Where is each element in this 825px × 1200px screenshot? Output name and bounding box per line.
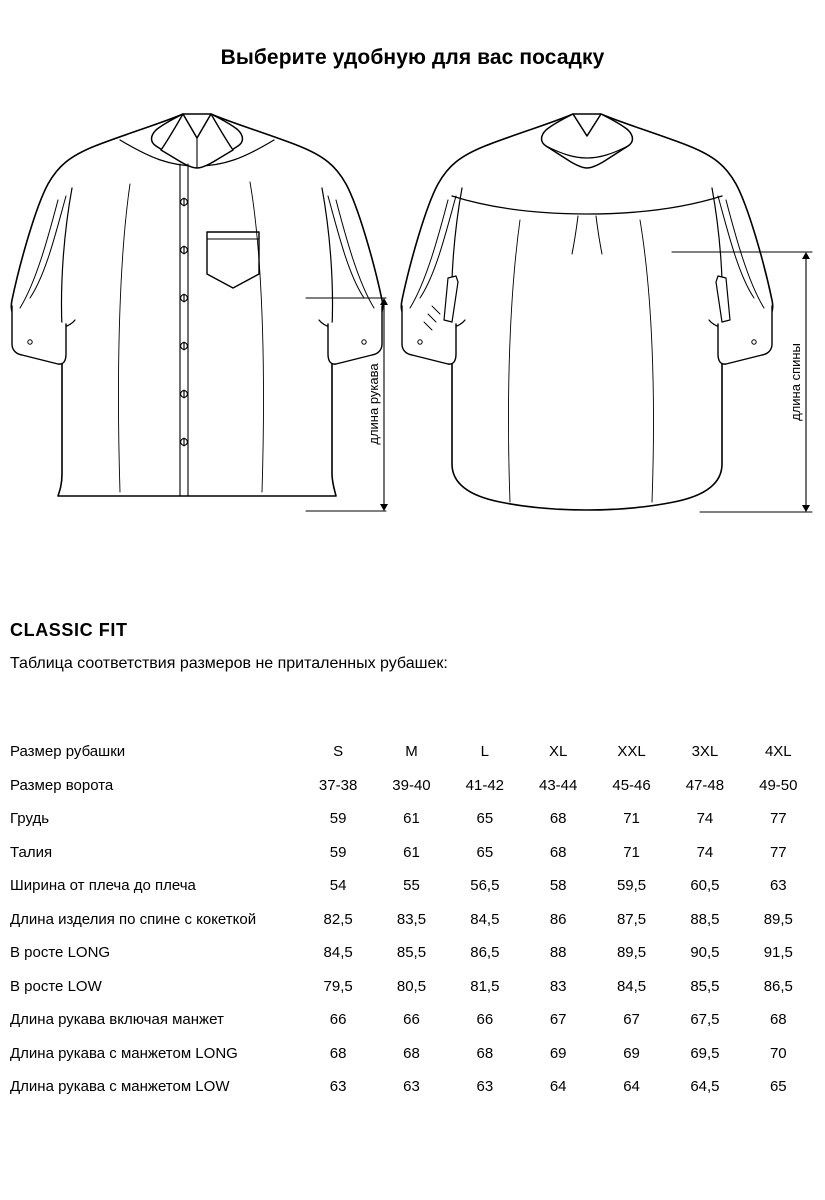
fit-heading: CLASSIC FIT	[10, 620, 128, 640]
row-value: 60,5	[690, 877, 720, 895]
row-value: 64,5	[690, 1078, 720, 1096]
row-value: 54	[329, 877, 347, 895]
table-row	[10, 802, 815, 836]
row-value: 68	[476, 1044, 494, 1062]
row-value: 59,5	[616, 877, 647, 895]
row-value: 74	[696, 843, 714, 861]
row-value: 74	[696, 810, 714, 828]
table-header-size-xxl: XXL	[617, 743, 646, 761]
table-row	[10, 869, 815, 903]
row-label: Длина рукава с манжетом LONG	[10, 1044, 238, 1062]
row-value: 89,5	[763, 910, 793, 928]
row-value: 68	[769, 1011, 787, 1029]
row-value: 49-50	[759, 776, 798, 794]
row-value: 84,5	[616, 977, 647, 995]
table-header-row	[10, 735, 815, 769]
size-table	[10, 735, 815, 1104]
row-label: Ширина от плеча до плеча	[10, 877, 196, 895]
shirt-front-view	[11, 114, 382, 496]
row-value: 81,5	[470, 977, 500, 995]
row-value: 71	[623, 843, 640, 861]
row-value: 71	[623, 810, 640, 828]
row-value: 64	[623, 1078, 640, 1096]
row-value: 83,5	[396, 910, 427, 928]
row-value: 80,5	[396, 977, 427, 995]
row-value: 65	[769, 1078, 787, 1096]
row-value: 86,5	[470, 944, 500, 962]
row-value: 68	[329, 1044, 347, 1062]
table-row	[10, 903, 815, 937]
row-value: 68	[549, 843, 567, 861]
row-label: Длина рукава с манжетом LOW	[10, 1078, 230, 1096]
row-value: 66	[329, 1011, 347, 1029]
row-label: Длина рукава включая манжет	[10, 1011, 224, 1029]
table-row	[10, 936, 815, 970]
row-label: В росте LONG	[10, 944, 111, 962]
row-value: 58	[549, 877, 567, 895]
row-value: 89,5	[616, 944, 647, 962]
table-header-size-4xl: 4XL	[764, 743, 792, 761]
back-length-label: длина спины	[788, 343, 803, 421]
row-value: 88,5	[690, 910, 720, 928]
row-label: Длина изделия по спине с кокеткой	[10, 910, 257, 928]
table-header-label: Размер рубашки	[10, 743, 126, 761]
shirt-illustration	[0, 92, 825, 552]
row-value: 88	[549, 944, 567, 962]
row-value: 84,5	[323, 944, 353, 962]
row-value: 91,5	[763, 944, 793, 962]
row-value: 79,5	[323, 977, 353, 995]
table-header-size-m: M	[405, 743, 418, 761]
table-row	[10, 1037, 815, 1071]
row-value: 65	[476, 843, 494, 861]
table-header-size-xl: XL	[549, 743, 568, 761]
sleeve-length-label: длина рукава	[366, 363, 381, 445]
row-value: 47-48	[685, 776, 725, 794]
row-value: 86,5	[763, 977, 793, 995]
fit-subheading: Таблица соответствия размеров не приталенных рубашек:	[10, 655, 448, 672]
row-value: 83	[549, 977, 567, 995]
row-value: 59	[329, 843, 347, 861]
row-value: 77	[769, 810, 787, 828]
row-value: 61	[403, 843, 420, 861]
row-label: Талия	[10, 843, 53, 861]
row-value: 85,5	[690, 977, 720, 995]
row-label: В росте LOW	[10, 977, 102, 995]
row-value: 65	[476, 810, 494, 828]
row-value: 45-46	[612, 776, 651, 794]
row-value: 41-42	[465, 776, 505, 794]
row-value: 67	[549, 1011, 567, 1029]
row-value: 66	[403, 1011, 420, 1029]
row-value: 56,5	[470, 877, 500, 895]
row-value: 61	[403, 810, 420, 828]
row-label: Размер ворота	[10, 776, 114, 794]
row-value: 55	[403, 877, 420, 895]
table-header-size-l: L	[480, 743, 489, 761]
row-value: 37-38	[318, 776, 358, 794]
row-value: 90,5	[690, 944, 720, 962]
row-value: 86	[549, 910, 567, 928]
row-value: 69,5	[690, 1044, 720, 1062]
row-value: 39-40	[392, 776, 431, 794]
row-value: 84,5	[470, 910, 500, 928]
row-value: 68	[549, 810, 567, 828]
row-value: 67,5	[690, 1011, 720, 1029]
row-value: 69	[623, 1044, 640, 1062]
row-value: 77	[769, 843, 787, 861]
row-value: 59	[329, 810, 347, 828]
row-value: 68	[403, 1044, 420, 1062]
row-label: Грудь	[10, 810, 50, 828]
table-row	[10, 970, 815, 1004]
row-value: 64	[549, 1078, 567, 1096]
shirt-back-view	[401, 114, 772, 510]
row-value: 87,5	[616, 910, 647, 928]
row-value: 63	[329, 1078, 347, 1096]
row-value: 70	[769, 1044, 787, 1062]
table-row	[10, 769, 815, 803]
page-title: Выберите удобную для вас посадку	[220, 46, 605, 69]
row-value: 66	[476, 1011, 494, 1029]
row-value: 85,5	[396, 944, 427, 962]
table-header-size-3xl: 3XL	[691, 743, 719, 761]
row-value: 82,5	[323, 910, 353, 928]
row-value: 63	[403, 1078, 420, 1096]
row-value: 43-44	[539, 776, 578, 794]
table-header-size-s: S	[333, 743, 344, 761]
table-row	[10, 1070, 815, 1104]
row-value: 69	[549, 1044, 567, 1062]
row-value: 63	[476, 1078, 494, 1096]
table-row	[10, 1003, 815, 1037]
table-row	[10, 836, 815, 870]
row-value: 67	[623, 1011, 640, 1029]
row-value: 63	[769, 877, 787, 895]
